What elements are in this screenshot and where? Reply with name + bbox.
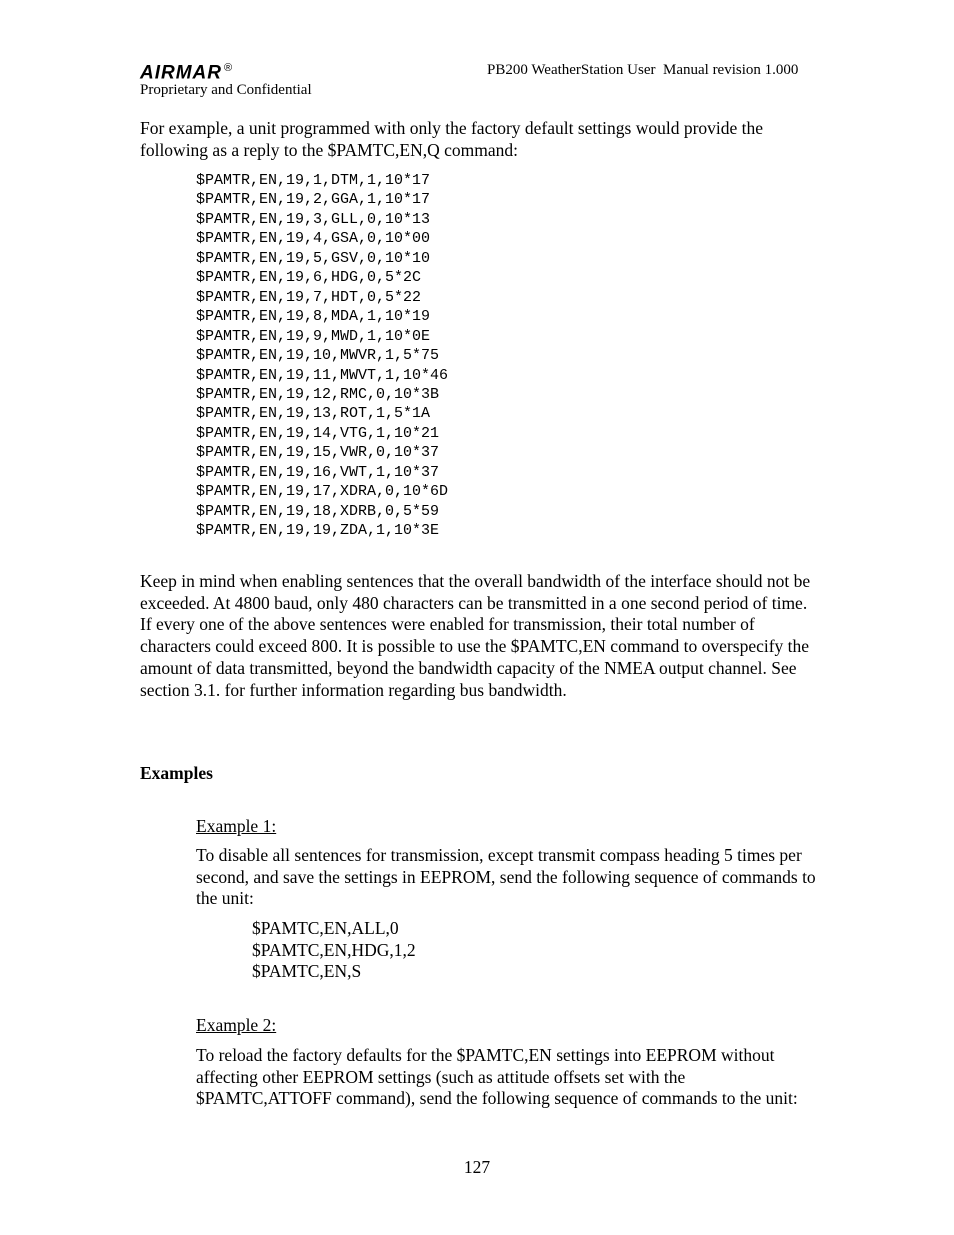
logo-text: AIRMAR xyxy=(140,62,222,84)
page-number: 127 xyxy=(463,1157,491,1177)
code-line: $PAMTR,EN,19,14,VTG,1,10*21 xyxy=(196,424,440,442)
code-line: $PAMTR,EN,19,13,ROT,1,5*1A xyxy=(196,405,431,423)
command-line: $PAMTC,EN,HDG,1,2 xyxy=(252,939,416,960)
bandwidth-paragraph: Keep in mind when enabling sentences that the overall bandwidth of the interface should not be exceeded. At 4800 baud, only 480 characters can be transmitted in a one second period of time. If every one of the above sentences were enabled for transmission, their total number of characters could exceed 800. It is possible to use the $PAMTC,EN command to overspecify the amount of data transmitted, beyond the bandwidth capacity of the NMEA output channel. See section 3.1. for further information regarding bus bandwidth. xyxy=(140,571,811,700)
code-line: $PAMTR,EN,19,1,DTM,1,10*17 xyxy=(196,172,431,189)
example-1-commands xyxy=(252,918,416,983)
code-line: $PAMTR,EN,19,9,MWD,1,10*0E xyxy=(196,327,431,345)
command-line: $PAMTC,EN,ALL,0 xyxy=(252,918,399,938)
code-line: $PAMTR,EN,19,15,VWR,0,10*37 xyxy=(196,444,440,462)
code-line: $PAMTR,EN,19,3,GLL,0,10*13 xyxy=(196,210,431,228)
example-1-text: To disable all sentences for transmission, except transmit compass heading 5 times per second, and save the settings in EEPROM, send the following sequence of commands to the unit: xyxy=(196,845,816,909)
example-2-label: Example 2: xyxy=(196,1015,277,1035)
registered-mark: ® xyxy=(224,62,234,74)
code-line: $PAMTR,EN,19,19,ZDA,1,10*3E xyxy=(196,522,440,540)
code-line: $PAMTR,EN,19,12,RMC,0,10*3B xyxy=(196,385,440,403)
code-line: $PAMTR,EN,19,8,MDA,1,10*19 xyxy=(196,308,431,326)
code-line: $PAMTR,EN,19,5,GSV,0,10*10 xyxy=(196,249,431,267)
code-line: $PAMTR,EN,19,16,VWT,1,10*37 xyxy=(196,463,440,481)
example-2-text: To reload the factory defaults for the $PAMTC,EN settings into EEPROM without affecting other EEPROM settings (such as attitude offsets set with the $PAMTC,ATTOFF command), send the following sequence of commands to the unit: xyxy=(196,1045,798,1109)
example-1-label: Example 1: xyxy=(196,816,277,836)
code-line: $PAMTR,EN,19,18,XDRB,0,5*59 xyxy=(196,502,440,520)
reply-code-block xyxy=(196,171,448,541)
code-line: $PAMTR,EN,19,4,GSA,0,10*00 xyxy=(196,230,431,248)
examples-heading: Examples xyxy=(140,763,213,783)
document-title: PB200 WeatherStation User Manual revision 1.000 xyxy=(487,62,799,78)
intro-paragraph: For example, a unit programmed with only the factory default settings would provide the following as a reply to the $PAMTC,EN,Q command: xyxy=(140,118,764,160)
command-line: $PAMTC,EN,S xyxy=(252,961,362,982)
code-line: $PAMTR,EN,19,2,GGA,1,10*17 xyxy=(196,191,431,209)
code-line: $PAMTR,EN,19,7,HDT,0,5*22 xyxy=(196,288,422,306)
code-line: $PAMTR,EN,19,6,HDG,0,5*2C xyxy=(196,269,422,287)
confidentiality-note: Proprietary and Confidential xyxy=(140,82,312,98)
code-line: $PAMTR,EN,19,10,MWVR,1,5*75 xyxy=(196,347,440,365)
code-line: $PAMTR,EN,19,17,XDRA,0,10*6D xyxy=(196,483,449,501)
code-line: $PAMTR,EN,19,11,MWVT,1,10*46 xyxy=(196,366,449,384)
